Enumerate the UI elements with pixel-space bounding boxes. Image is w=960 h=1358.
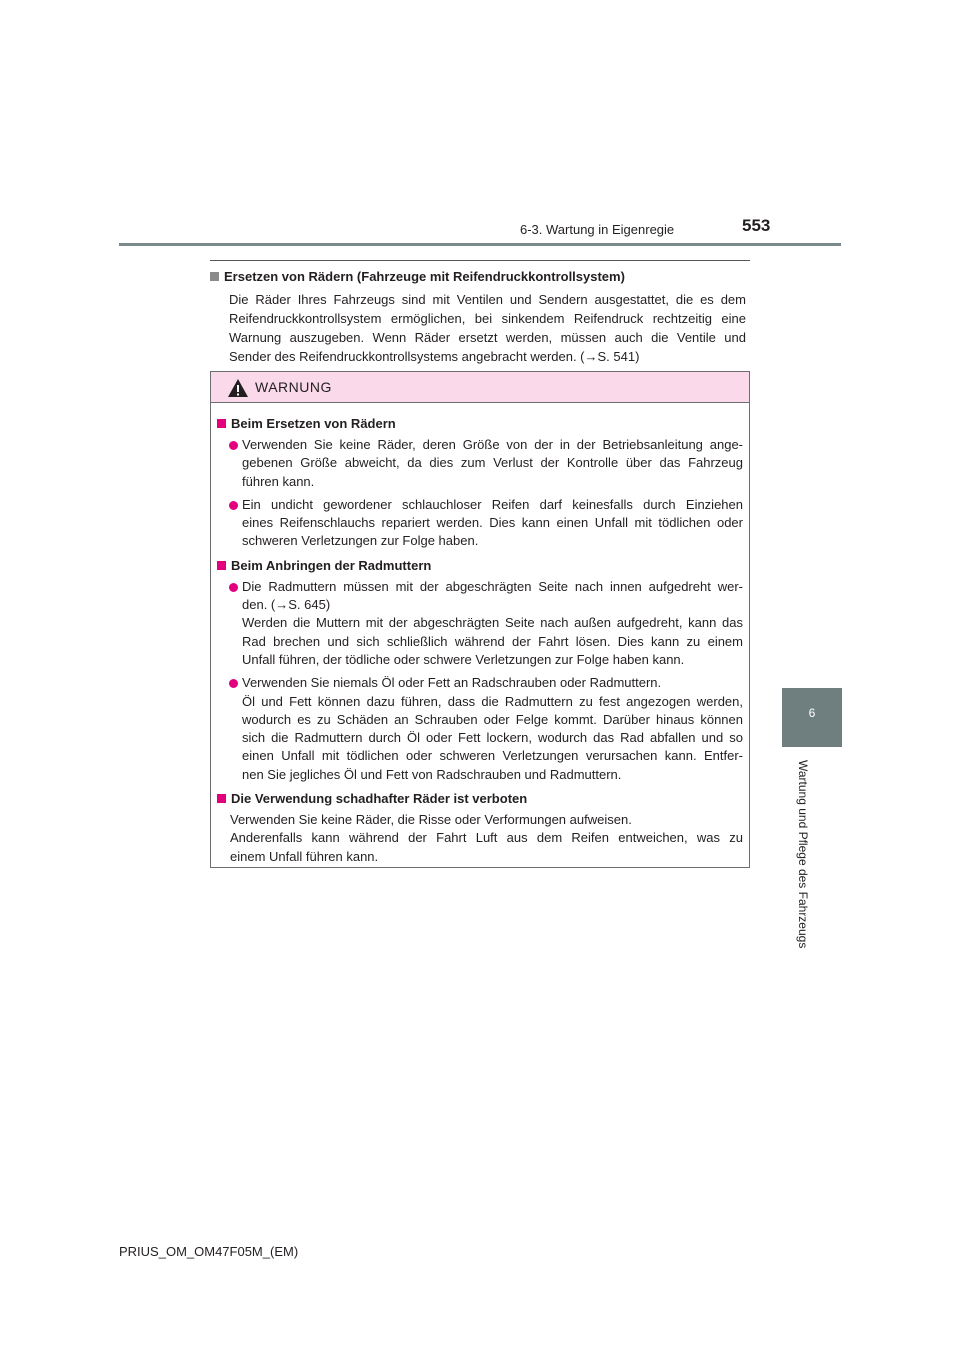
round-bullet-icon bbox=[229, 501, 238, 510]
section-header: 6-3. Wartung in Eigenregie bbox=[520, 222, 675, 237]
warning-triangle-icon bbox=[227, 378, 249, 398]
paragraph-line: Sender des Reifendruckkontrollsystems angebracht werden. (→S. 541) bbox=[229, 349, 640, 364]
section-tire-pressure bbox=[210, 267, 746, 366]
warning-item: Verwenden Sie niemals Öl oder Fett an Radschrauben oder Radmuttern. Öl und Fett können dazu führen, dass die Radmuttern zu fest angezogen werden, wodurch es zu Schäden an Schrauben oder Felge kommt. Darüber hinaus können sich die Radmuttern durch Öl oder Fett lockern, wodurch das Rad abfallen und so einen Unfall mit tödlichen oder schweren Verletzungen verursachen kann. Entfer- nen Sie jegliches Öl und Fett von Radschrauben und Radmuttern. bbox=[211, 674, 749, 784]
square-bullet-icon bbox=[217, 561, 226, 570]
round-bullet-icon bbox=[229, 583, 238, 592]
warning-item: Die Radmuttern müssen mit der abgeschrägten Seite nach innen aufgedreht wer- den. (→S. 645) Werden die Muttern mit der abgeschrägten Seite nach außen aufgedreht, kann das Rad brechen und sich schließlich während der Fahrt lösen. Dies kann zu einem Unfall führen, der tödliche oder schwere Verletzungen zur Folge haben kann. bbox=[211, 578, 749, 669]
warning-group-title: Beim Anbringen der Radmuttern bbox=[217, 556, 749, 575]
section-title: Ersetzen von Rädern (Fahrzeuge mit Reifendruckkontrollsystem) bbox=[210, 267, 746, 286]
document-id: PRIUS_OM_OM47F05M_(EM) bbox=[119, 1244, 299, 1259]
paragraph-line: Warnung auszugeben. Wenn Räder ersetzt werden, müssen auch die Ventile und bbox=[229, 330, 746, 345]
chapter-tab[interactable] bbox=[782, 688, 842, 747]
page-number: 553 bbox=[742, 216, 771, 235]
section-paragraph bbox=[229, 290, 746, 366]
warning-box bbox=[210, 371, 750, 868]
warning-item: Ein undicht gewordener schlauchloser Reifen darf keinesfalls durch Einziehen eines Reifenschlauchs repariert werden. Dies kann einen Unfall mit tödlichen oder schweren Verletzungen zur Folge haben. bbox=[211, 496, 749, 551]
round-bullet-icon bbox=[229, 441, 238, 450]
square-bullet-icon bbox=[210, 272, 219, 281]
warning-body bbox=[211, 414, 749, 866]
chapter-tab-label: Wartung und Pflege des Fahrzeugs bbox=[796, 760, 810, 949]
paragraph-line: Reifendruckkontrollsystem ermöglichen, bei sinkendem Reifendruck rechtzeitig eine bbox=[229, 311, 746, 326]
content-divider bbox=[210, 260, 750, 261]
header-divider bbox=[119, 243, 841, 246]
warning-label: WARNUNG bbox=[255, 379, 332, 395]
warning-header bbox=[211, 372, 749, 403]
square-bullet-icon bbox=[217, 419, 226, 428]
warning-group-title: Die Verwendung schadhafter Räder ist verboten bbox=[217, 789, 749, 808]
chapter-tab-number: 6 bbox=[808, 706, 816, 720]
square-bullet-icon bbox=[217, 794, 226, 803]
round-bullet-icon bbox=[229, 679, 238, 688]
paragraph-line: Die Räder Ihres Fahrzeugs sind mit Ventilen und Sendern ausgestattet, die es dem bbox=[229, 292, 746, 307]
warning-paragraph: Verwenden Sie keine Räder, die Risse oder Verformungen aufweisen. Anderenfalls kann während der Fahrt Luft aus dem Reifen entweichen, was zu einem Unfall führen kann. bbox=[230, 812, 743, 864]
warning-item: Verwenden Sie keine Räder, deren Größe von der in der Betriebsanleitung ange- gebenen Größe abweicht, da dies zum Verlust der Kontrolle über das Fahrzeug führen kann. bbox=[211, 436, 749, 491]
warning-group-title: Beim Ersetzen von Rädern bbox=[217, 414, 749, 433]
